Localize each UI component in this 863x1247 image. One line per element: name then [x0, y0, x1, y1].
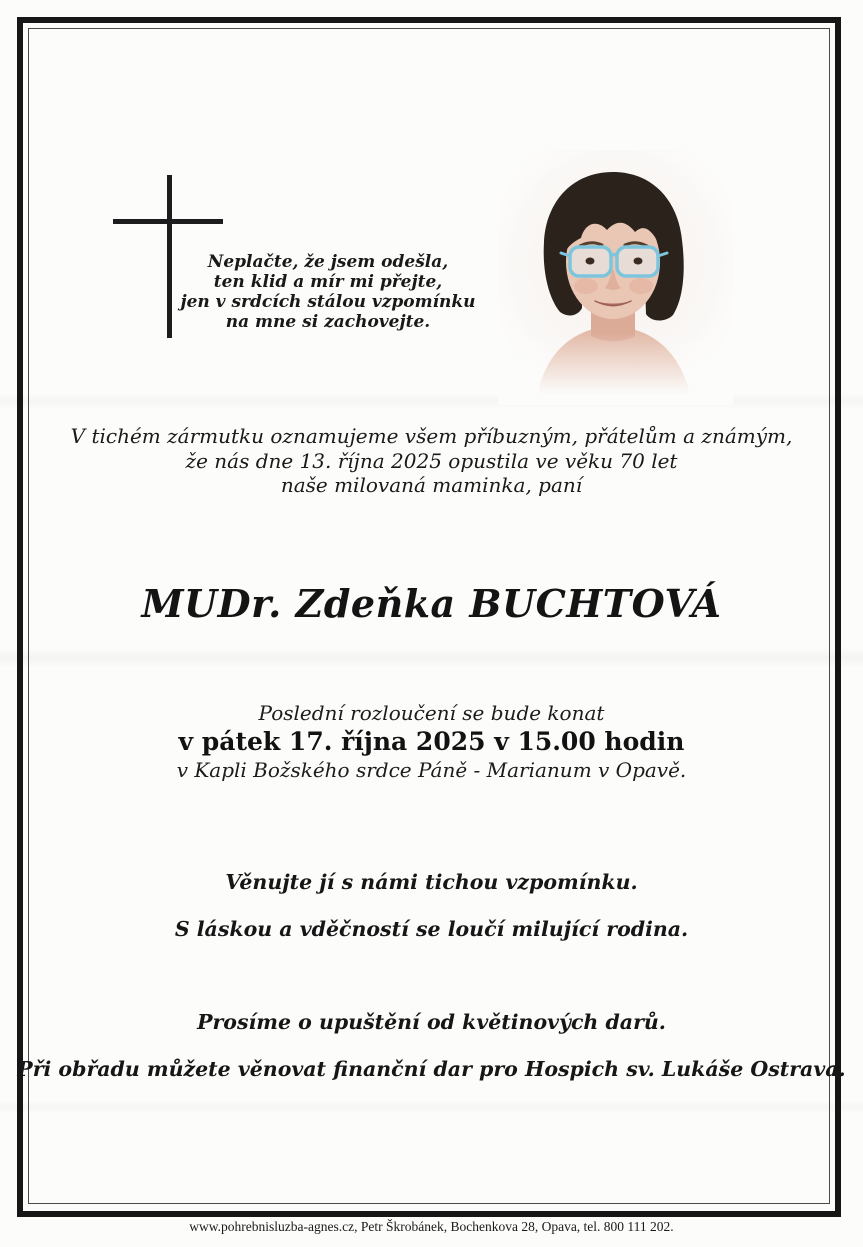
- announcement-text: [0, 424, 863, 498]
- portrait-photo: [498, 150, 733, 405]
- donation-request-line-2: Při obřadu můžete věnovat finanční dar pro Hospich sv. Lukáše Ostrava.: [17, 1057, 846, 1081]
- announcement-line-2: že nás dne 13. října 2025 opustila ve věku 70 let: [185, 448, 678, 473]
- memorial-verse: [124, 252, 532, 332]
- donation-request-line-1: Prosíme o upuštění od květinových darů.: [197, 1010, 666, 1034]
- announcement-line-1: V tichém zármutku oznamujeme všem příbuzným, přátelům a známým,: [70, 424, 793, 448]
- verse-line-3: jen v srdcích stálou vzpomínku: [180, 292, 476, 312]
- portrait-illustration: [498, 150, 733, 405]
- verse-line-1: Neplačte, že jsem odešla,: [207, 252, 449, 272]
- ceremony-datetime: v pátek 17. října 2025 v 15.00 hodin: [178, 727, 685, 756]
- verse-line-2: ten klid a mír mi přejte,: [213, 272, 443, 292]
- deceased-name: MUDr. Zdeňka BUCHTOVÁ: [141, 581, 722, 626]
- ceremony-details: [0, 701, 863, 783]
- tribute-line-1: Věnujte jí s námi tichou vzpomínku.: [225, 870, 638, 894]
- cross-horizontal-bar: [113, 219, 223, 224]
- tribute-line-2: S láskou a vděčností se loučí milující rodina.: [174, 917, 689, 941]
- announcement-line-3: naše milovaná maminka, paní: [280, 473, 583, 497]
- verse-line-4: na mne si zachovejte.: [225, 312, 431, 332]
- ceremony-intro: Poslední rozloučení se bude konat: [258, 701, 605, 725]
- funeral-home-footer: www.pohrebnisluzba-agnes.cz, Petr Škrobánek, Bochenkova 28, Opava, tel. 800 111 202.: [189, 1219, 674, 1234]
- ceremony-location: v Kapli Božského srdce Páně - Marianum v Opavě.: [176, 758, 687, 782]
